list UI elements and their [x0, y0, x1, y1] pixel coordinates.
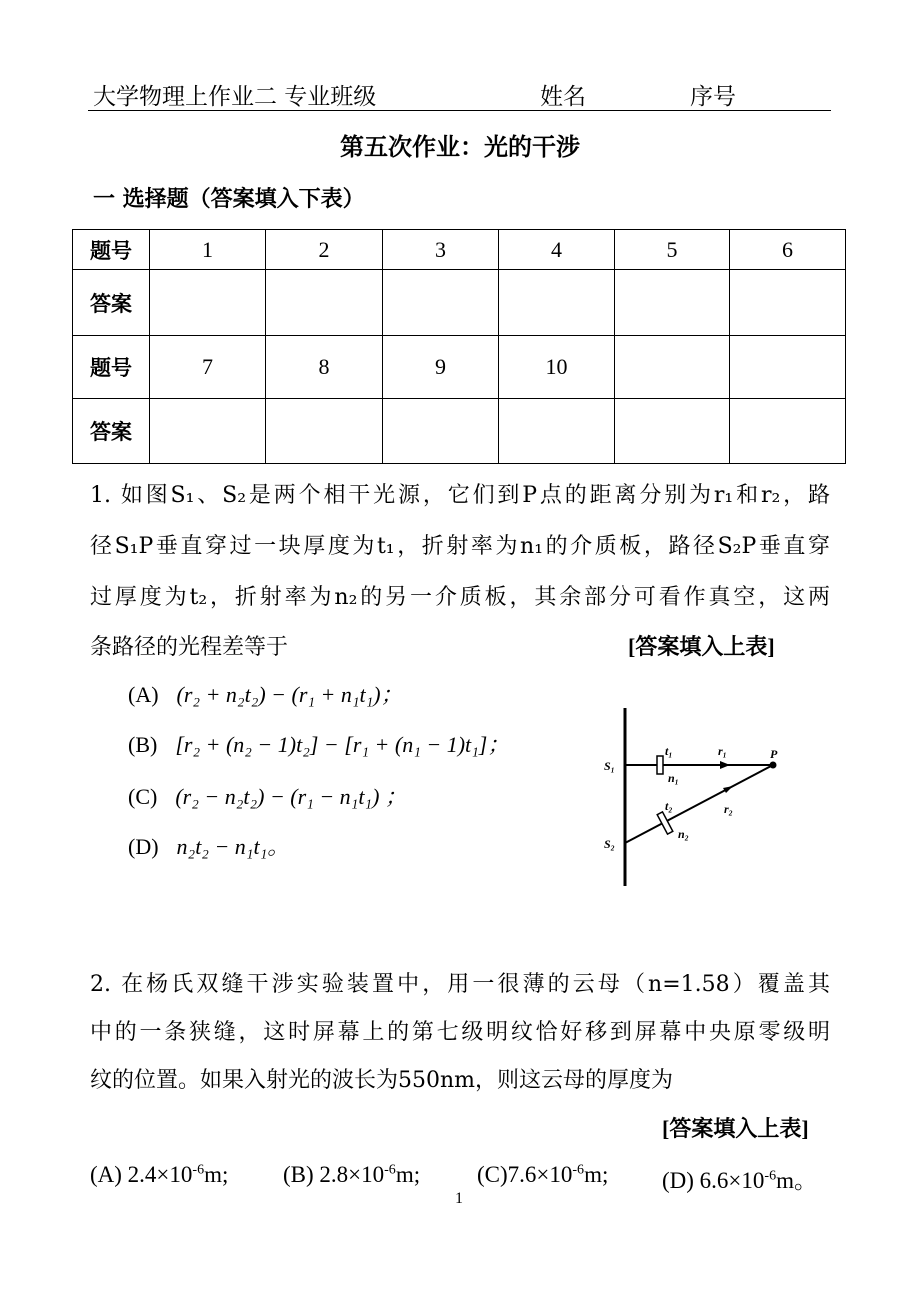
table-cell — [266, 399, 383, 464]
table-cell — [499, 270, 615, 336]
table-cell: 10 — [499, 336, 615, 399]
table-cell — [730, 336, 846, 399]
option-exponent: -6 — [572, 1162, 585, 1178]
table-cell: 9 — [383, 336, 499, 399]
option-exponent: -6 — [764, 1168, 777, 1184]
arrow-r1 — [720, 761, 730, 769]
table-row — [73, 399, 846, 464]
q2-text-line: 纹的位置。如果入射光的波长为550nm，则这云母的厚度为 — [90, 1068, 674, 1093]
q1-text-line: 径S₁P垂直穿过一块厚度为t₁，折射率为n₁的介质板，路径S₂P垂直穿 — [90, 534, 830, 559]
header-name-label: 姓名 — [540, 84, 586, 110]
q1-text-line: 1. 如图S₁、S₂是两个相干光源，它们到P点的距离分别为r₁和r₂，路 — [90, 483, 830, 508]
option-formula: (r₂ + n₂t₂) − (r₁ + n₁t₁)； — [176, 682, 403, 707]
label-s1: S₁ — [604, 759, 615, 773]
plate-1 — [657, 756, 663, 774]
header-seq-label: 序号 — [690, 84, 736, 110]
option-key: (B) — [128, 732, 158, 757]
table-cell: 6 — [730, 230, 846, 270]
label-r2: r₂ — [724, 802, 733, 816]
table-cell — [150, 270, 266, 336]
option-base: (D) 6.6×10 — [662, 1168, 765, 1193]
row-label: 答案 — [73, 270, 150, 336]
label-n1: n₁ — [668, 771, 679, 785]
section-heading: 一 选择题（答案填入下表） — [93, 186, 365, 212]
table-cell: 3 — [383, 230, 499, 270]
q2-option — [283, 1162, 420, 1188]
table-cell: 8 — [266, 336, 383, 399]
label-p: P — [770, 747, 778, 761]
option-formula: (r₂ − n₂t₂) − (r₁ − n₁t₁) ； — [175, 784, 407, 809]
table-cell: 2 — [266, 230, 383, 270]
option-key: (D) — [128, 834, 159, 859]
page-number: 1 — [455, 1190, 463, 1207]
option-unit: m; — [395, 1162, 421, 1187]
option-formula: n₂t₂ − n₁t₁。 — [176, 834, 290, 859]
option-exponent: -6 — [192, 1162, 205, 1178]
table-cell — [730, 399, 846, 464]
q1-option — [128, 728, 509, 759]
option-unit: m; — [204, 1162, 229, 1187]
option-formula: [r₂ + (n₂ − 1)t₂] − [r₁ + (n₁ − 1)t₁]； — [175, 732, 510, 757]
q2-option — [90, 1162, 228, 1188]
label-s2: S₂ — [604, 837, 615, 851]
table-cell — [615, 270, 730, 336]
option-exponent: -6 — [384, 1162, 396, 1178]
table-cell — [383, 399, 499, 464]
table-cell — [615, 399, 730, 464]
q1-text-line: 条路径的光程差等于 — [90, 635, 289, 660]
q2-answer-note: [答案填入上表] — [662, 1116, 809, 1141]
table-cell — [150, 399, 266, 464]
q2-option — [662, 1162, 817, 1195]
row-label: 题号 — [73, 336, 150, 399]
table-row — [73, 336, 846, 399]
table-cell: 1 — [150, 230, 266, 270]
q2-option — [477, 1162, 608, 1188]
point-p — [770, 762, 777, 769]
q1-text-line: 过厚度为t₂，折射率为n₂的另一介质板，其余部分可看作真空，这两 — [90, 585, 830, 610]
header-course: 大学物理上作业二 专业班级 — [93, 84, 377, 110]
table-row — [73, 230, 846, 270]
q2-text-line: 中的一条狭缝，这时屏幕上的第七级明纹恰好移到屏幕中央原零级明 — [90, 1020, 830, 1045]
q2-text-line: 2. 在杨氏双缝干涉实验装置中，用一很薄的云母（n=1.58）覆盖其 — [90, 972, 830, 997]
table-cell — [730, 270, 846, 336]
table-cell — [266, 270, 383, 336]
q1-option — [128, 780, 407, 811]
table-cell: 4 — [499, 230, 615, 270]
option-unit: m; — [584, 1162, 609, 1187]
row-label: 答案 — [73, 399, 150, 464]
label-t1: t₁ — [665, 744, 673, 758]
table-cell: 5 — [615, 230, 730, 270]
row-label: 题号 — [73, 230, 150, 270]
table-cell — [615, 336, 730, 399]
label-t2: t₂ — [665, 799, 673, 813]
option-unit: m。 — [776, 1168, 817, 1193]
table-cell — [383, 270, 499, 336]
interference-diagram — [590, 700, 810, 900]
q1-answer-note: [答案填入上表] — [628, 634, 775, 659]
table-row — [73, 270, 846, 336]
table-cell — [499, 399, 615, 464]
option-base: (C)7.6×10 — [477, 1162, 573, 1187]
q1-option — [128, 678, 403, 709]
label-n2: n₂ — [678, 827, 689, 841]
table-cell: 7 — [150, 336, 266, 399]
header-rule — [88, 110, 831, 111]
option-key: (C) — [128, 784, 158, 809]
label-r1: r₁ — [718, 744, 727, 758]
option-base: (A) 2.4×10 — [90, 1162, 193, 1187]
option-key: (A) — [128, 682, 159, 707]
plate-2 — [657, 812, 673, 834]
path-s2p — [625, 765, 773, 843]
option-base: (B) 2.8×10 — [283, 1162, 385, 1187]
q1-option — [128, 830, 289, 861]
arrow-r2 — [723, 786, 733, 793]
page-title: 第五次作业：光的干涉 — [340, 132, 580, 161]
answer-table — [72, 229, 846, 464]
